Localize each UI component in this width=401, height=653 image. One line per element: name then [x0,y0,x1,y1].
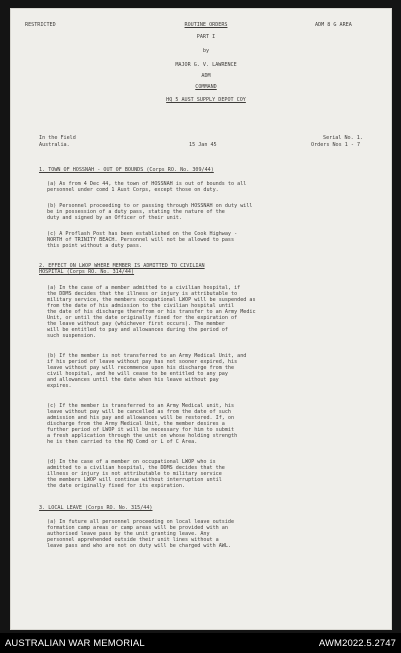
document-page [10,8,392,630]
header-line: by [202,48,210,54]
paragraph-line: personnel under comd 1 Aust Corps, except those on duty. [47,187,219,193]
header-line: COMMAND [195,84,217,90]
paragraph-line: the date of his discharge therefrom or his transfer to an Army Medic [47,309,256,315]
institution-name: AUSTRALIAN WAR MEMORIAL [5,637,145,649]
paragraph-line: military service, the members occupational LWOP will be suspended as [47,297,256,303]
paragraph-line: Unit, or until the date originally fixed for the expiration of [47,315,238,321]
paragraph-line: admission and his pay and allowances will be restored. If, on [47,415,235,421]
document-date: 15 Jan 45 [189,142,217,148]
section-heading: HOSPITAL (Corps RO. No. 314/44) [39,269,135,275]
paragraph-line: leave without pay will be cancelled as from the date of such [47,409,232,415]
accession-number: AWM2022.5.2747 [318,637,396,649]
section-heading: 3. LOCAL LEAVE (Corps RO. No. 315/44) [39,505,153,511]
paragraph-line: the DDMS decides that the illness or injury is attributable to [47,291,238,297]
paragraph-line: further period of LWOP it will be necessary for him to submit [47,427,235,433]
serial-line: Orders Nos 1 - 7 [311,142,361,148]
paragraph-line: leave without pay will recommence upon his discharge from the [47,365,235,371]
paragraph-line: (a) In future all personnel proceeding on local leave outside [47,519,235,525]
paragraph-line: (b) Personnel proceeding to or passing through HOSSNAH on duty will [47,203,253,209]
paragraph-line: this point without a duty pass. [47,243,143,249]
paragraph-line: NORTH of TRINITY BEACH. Personnel will not be allowed to pass [47,237,235,243]
paragraph-line: (d) In the case of a member on occupational LWOP who is [47,459,216,465]
paragraph-line: leave pass and who are not on duty will be charged with AWL. [47,543,232,549]
paragraph-line: authorised leave pass by the unit granting leave. Any [47,531,210,537]
paragraph-line: (c) A Proflash Post has been established on the Cook Highway - [47,231,238,237]
place-line: Australia. [39,142,70,148]
distribution-mark: ADM 8 G AREA [315,22,352,28]
paragraph-line: expires. [47,383,72,389]
paragraph-line: discharge from the Army Medical Unit, the member desires a [47,421,225,427]
place-line: In the Field [39,135,76,141]
header-line: ADM [201,73,211,79]
paragraph-line: the members LWOP will continue without interruption until [47,477,222,483]
document-title: ROUTINE ORDERS [184,22,228,28]
paragraph-line: he is then carried to the HQ Comd or L of C Area. [47,439,198,445]
paragraph-line: the leave without pay (whichever first occurs). The member [47,321,225,327]
paragraph-line: personnel apprehended outside their unit lines without a [47,537,219,543]
paragraph-line: (a) As from 4 Dec 44, the town of HOSSNAH is out of bounds to all [47,181,247,187]
paragraph-line: (b) If the member is not transferred to an Army Medical Unit, and [47,353,247,359]
header-line: PART I [196,34,216,40]
paragraph-line: from the date of his admission to the civilian hospital until [47,303,235,309]
archive-footer [0,633,401,653]
paragraph-line: formation camp areas or camp areas will be provided with an [47,525,228,531]
paragraph-line: civil hospital, and he will cease to be entitled to any pay [47,371,228,377]
paragraph-line: the date originally fixed for its expiration. [47,483,186,489]
paragraph-line: a fresh application through the unit on whose holding strength [47,433,238,439]
paragraph-line: and allowances until the date when his leave without pay [47,377,219,383]
section-heading: 2. EFFECT ON LWOP WHERE MEMBER IS ADMITTED TO CIVILIAN [39,263,205,269]
paragraph-line: (c) If the member is transferred to an Army Medical unit, his [47,403,235,409]
paragraph-line: (a) In the case of a member admitted to a civilian hospital, if [47,285,241,291]
paragraph-line: be in possession of a duty pass, stating the nature of the [47,209,225,215]
paragraph-line: admitted to a civilian hospital, the DDMS decides that the [47,465,225,471]
serial-line: Serial No. 1. [323,135,363,141]
header-line: MAJOR G. V. LAWRENCE [175,62,237,68]
classification-mark: RESTRICTED [25,22,56,28]
paragraph-line: such suspension. [47,333,97,339]
paragraph-line: illness or injury is not attributable to military service [47,471,222,477]
section-heading: 1. TOWN OF HOSSNAH - OUT OF BOUNDS (Corps RO. No. 309/44) [39,167,214,173]
header-line: HQ 5 AUST SUPPLY DEPOT COY [166,97,246,103]
paragraph-line: duty and signed by an Officer of their unit. [47,215,182,221]
paragraph-line: will be entitled to pay and allowances during the period of [47,327,228,333]
paragraph-line: if his period of leave without pay has not sooner expired, his [47,359,238,365]
